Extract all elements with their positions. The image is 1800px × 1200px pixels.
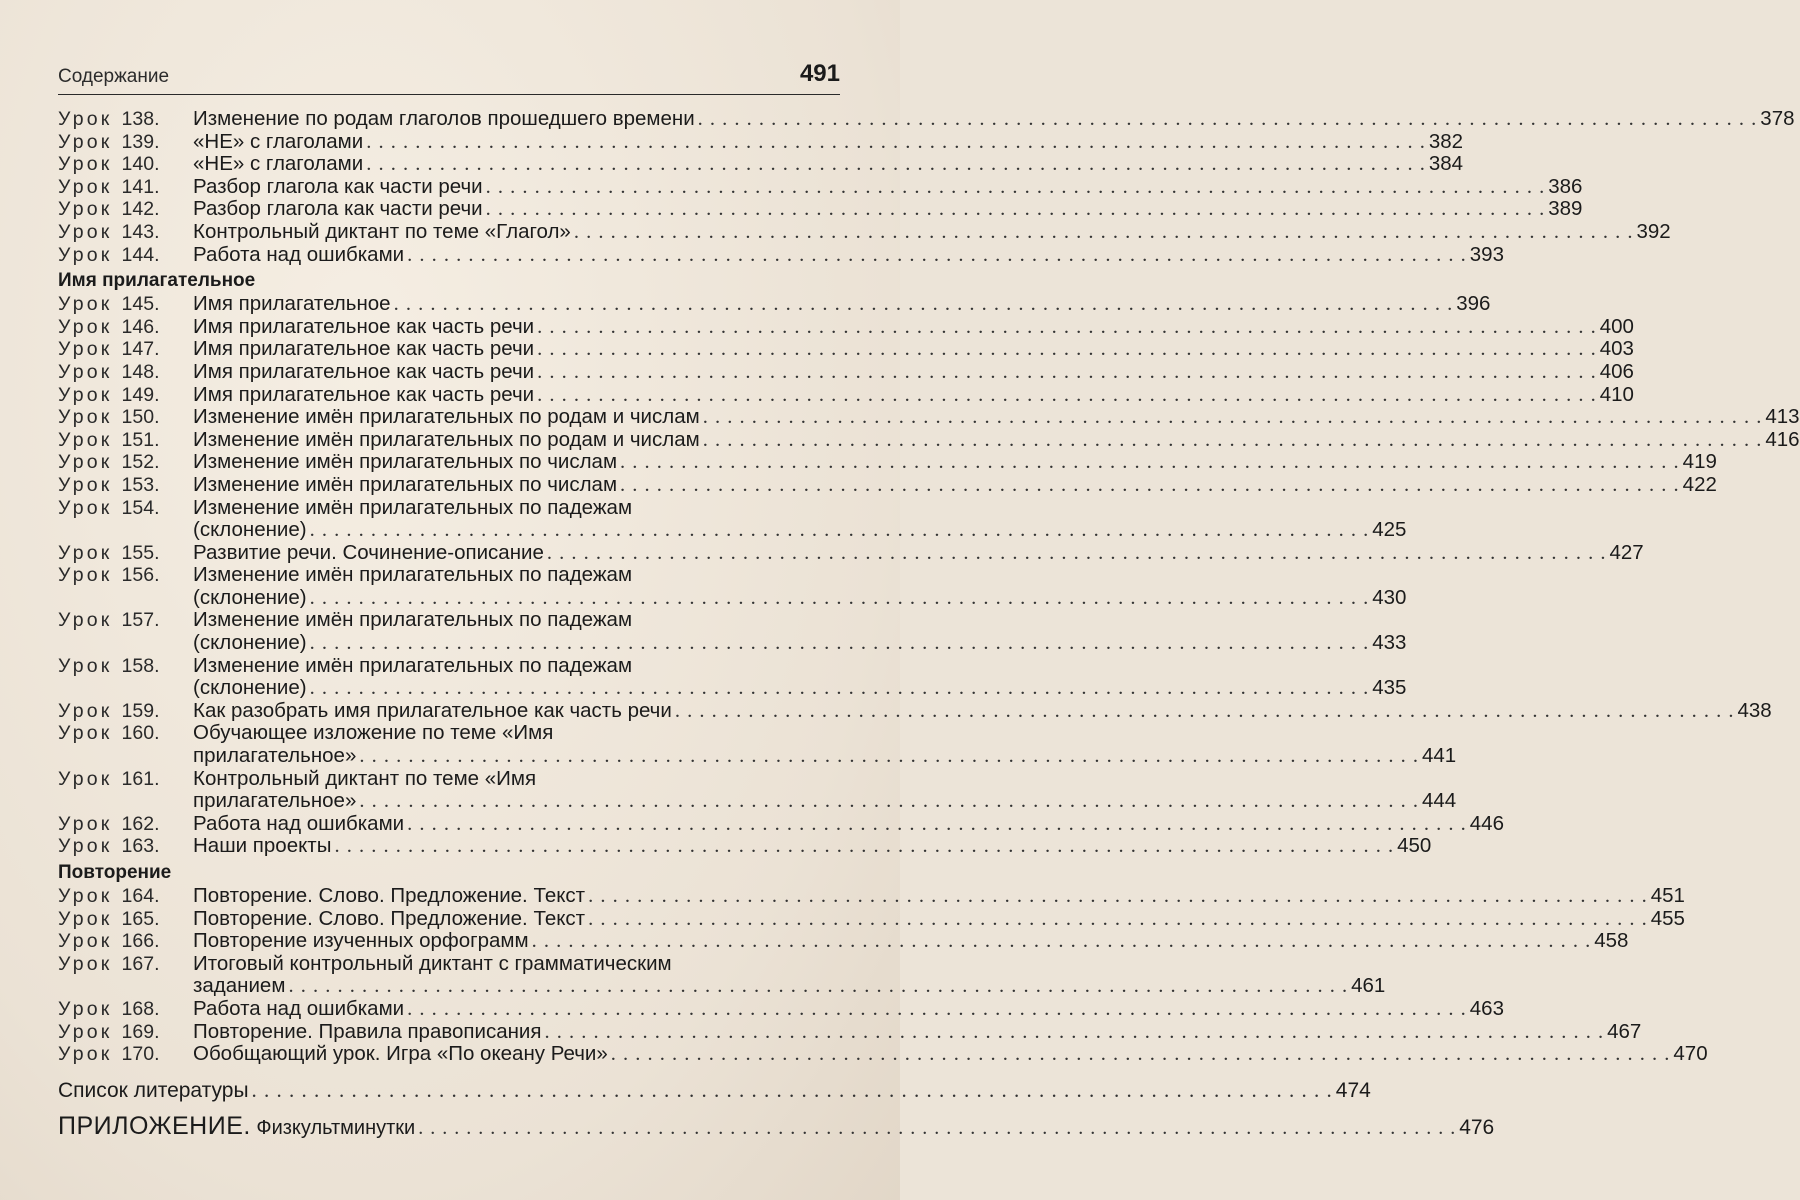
toc-entry (58, 292, 1491, 316)
lesson-title: Имя прилагательное как часть речи (193, 382, 535, 406)
lesson-word: Урок (58, 198, 113, 221)
lesson-number: 168. (121, 997, 160, 1020)
leader-dots (394, 293, 1454, 316)
lesson-number: 148. (121, 360, 160, 383)
page-ref: 392 (1636, 219, 1671, 243)
leader-dots (359, 790, 1419, 813)
lesson-title: прилагательное» (193, 744, 357, 768)
page-ref: 458 (1594, 929, 1629, 953)
toc-entry-line (58, 655, 840, 678)
lesson-title: Обучающее изложение по теме «Имя (193, 721, 554, 745)
appendix-rest: Физкультминутки (250, 1116, 416, 1139)
leader-dots (537, 384, 1597, 407)
lesson-word: Урок (58, 338, 113, 361)
appendix-caps: ПРИЛОЖЕНИЕ. (58, 1111, 251, 1140)
lesson-number: 159. (121, 699, 160, 722)
toc-entry-line (58, 564, 840, 587)
lesson-word: Урок (58, 451, 113, 474)
toc-entry-line (58, 174, 1583, 199)
page-ref: 422 (1682, 472, 1717, 496)
toc-entry (58, 906, 1685, 931)
toc-entry-line (58, 219, 1671, 244)
lesson-label (58, 564, 193, 587)
lesson-word: Урок (58, 952, 113, 975)
page-ref: 396 (1456, 292, 1491, 316)
lesson-label (58, 1021, 193, 1044)
leader-dots (407, 813, 1467, 836)
toc-entry (58, 107, 1795, 131)
lesson-number: 142. (121, 198, 160, 221)
leader-dots (486, 176, 1546, 199)
leader-dots (310, 632, 1370, 655)
page-ref: 450 (1397, 834, 1432, 858)
lesson-number: 145. (121, 293, 160, 316)
leader-dots (310, 587, 1370, 610)
section-heading: Имя прилагательное (58, 270, 256, 292)
page-ref: 393 (1469, 242, 1504, 266)
page-ref: 461 (1351, 974, 1386, 998)
toc-entry (58, 450, 1717, 474)
lesson-label (58, 998, 193, 1021)
lesson-title: Изменение по родам глаголов прошедшего времени (193, 107, 695, 130)
lesson-word: Урок (58, 907, 113, 930)
lesson-title: Повторение изученных орфограмм (193, 929, 529, 953)
lesson-number: 152. (121, 451, 160, 474)
lesson-title: Работа над ошибками (193, 811, 405, 835)
page-ref: 419 (1682, 450, 1717, 474)
toc-entry-line (58, 906, 1685, 931)
toc-entry-line (58, 953, 840, 976)
toc-entry (58, 811, 1504, 836)
lesson-title: Имя прилагательное как часть речи (193, 359, 535, 383)
lesson-label (58, 768, 193, 791)
lesson-word: Урок (58, 722, 113, 745)
lesson-word: Урок (58, 428, 113, 451)
lesson-number: 169. (121, 1020, 160, 1043)
lesson-title: Повторение. Правила правописания (193, 1019, 542, 1043)
lesson-number: 147. (121, 338, 160, 361)
toc-entry-line (58, 974, 1386, 998)
leader-dots (611, 1043, 1671, 1066)
lesson-title: Изменение имён прилагательных по родам и числам (193, 427, 700, 451)
lesson-word: Урок (58, 496, 113, 519)
spacer (58, 1066, 840, 1078)
lesson-label (58, 361, 193, 384)
lesson-label (58, 497, 193, 520)
toc-entry (58, 996, 1504, 1021)
page-ref: 389 (1548, 197, 1583, 221)
lesson-title: прилагательное» (193, 789, 357, 813)
lesson-number: 149. (121, 383, 160, 406)
page-ref: 382 (1428, 129, 1464, 153)
toc-entry-line (58, 676, 1407, 700)
page-ref: 446 (1469, 811, 1504, 835)
lesson-label (58, 221, 193, 244)
lesson-number: 161. (121, 767, 160, 790)
leader-dots (620, 474, 1680, 497)
header-title: Содержание (58, 66, 170, 87)
toc-entry-line (58, 427, 1800, 452)
lesson-label (58, 908, 193, 931)
lesson-title: Изменение имён прилагательных по падежам (193, 653, 633, 677)
page-ref: 444 (1421, 789, 1457, 813)
leader-dots (407, 998, 1467, 1021)
page-ref: 416 (1765, 427, 1800, 451)
lesson-title: Как разобрать имя прилагательное как часть речи (193, 698, 672, 722)
lesson-word: Урок (58, 315, 113, 338)
lesson-title: Имя прилагательное (193, 292, 391, 316)
toc-entry-line (58, 631, 1407, 655)
toc-entry-line (58, 337, 1634, 361)
lesson-word: Урок (58, 699, 113, 722)
lesson-number: 163. (121, 835, 160, 858)
leader-dots (359, 745, 1419, 768)
leader-dots (334, 835, 1394, 858)
lesson-title: Изменение имён прилагательных по числам (193, 472, 618, 496)
toc-entry (58, 495, 1407, 542)
lesson-number: 143. (121, 220, 160, 243)
page-ref: 400 (1599, 314, 1634, 338)
toc-entry-line (58, 744, 1457, 768)
leader-dots (532, 930, 1592, 953)
lesson-word: Урок (58, 293, 113, 316)
lesson-title: Имя прилагательное как часть речи (193, 337, 535, 361)
toc-entry (58, 929, 1629, 953)
toc-entry (58, 1019, 1642, 1044)
lesson-title: «НЕ» с глаголами (193, 129, 364, 153)
page-ref: 435 (1372, 676, 1407, 700)
leader-dots (588, 908, 1648, 931)
toc-entry (58, 884, 1685, 908)
toc-entry (58, 1042, 1708, 1066)
toc-entry-line (58, 382, 1634, 407)
page-ref: 455 (1650, 906, 1685, 930)
toc-entry-line (58, 152, 1464, 176)
toc-entry (58, 472, 1717, 497)
page-ref: 474 (1335, 1078, 1371, 1102)
leader-dots (537, 338, 1597, 361)
lesson-label (58, 953, 193, 976)
lesson-number: 155. (121, 541, 160, 564)
toc-entry-line (58, 698, 1772, 723)
lesson-word: Урок (58, 541, 113, 564)
page-ref: 441 (1421, 744, 1457, 768)
toc-entry-line (58, 518, 1407, 542)
lesson-number: 167. (121, 952, 160, 975)
lesson-title: Изменение имён прилагательных по числам (193, 450, 618, 474)
page-ref: 425 (1372, 518, 1407, 542)
lesson-label (58, 542, 193, 565)
toc-entry-line (58, 540, 1644, 565)
leader-dots (574, 221, 1634, 244)
lesson-word: Урок (58, 360, 113, 383)
lesson-title: Разбор глагола как части речи (193, 197, 483, 221)
toc-entry-line (58, 359, 1634, 384)
lesson-number: 138. (121, 108, 160, 130)
leader-dots (310, 519, 1370, 542)
lesson-label (58, 338, 193, 361)
lesson-label (58, 108, 193, 131)
lesson-title: Разбор глагола как части речи (193, 174, 483, 198)
toc-entry (58, 721, 1457, 768)
toc-entry-line (58, 884, 1685, 908)
appendix-title (58, 1111, 415, 1143)
page-ref: 403 (1599, 337, 1634, 361)
toc-entry-line (58, 996, 1504, 1021)
toc-entry (58, 608, 1407, 655)
leader-dots (537, 361, 1597, 384)
toc-entry-line (58, 585, 1407, 610)
lesson-label (58, 700, 193, 723)
lesson-label (58, 885, 193, 908)
leader-dots (366, 153, 1426, 176)
table-of-contents (58, 107, 1800, 1143)
leader-dots (675, 700, 1735, 723)
lesson-label (58, 244, 193, 267)
toc-entry-line (58, 1019, 1642, 1044)
lesson-number: 170. (121, 1043, 160, 1066)
toc-entry (58, 242, 1504, 267)
lesson-number: 153. (121, 473, 160, 496)
page-ref: 476 (1459, 1115, 1495, 1139)
toc-entry (58, 766, 1457, 813)
lesson-word: Урок (58, 473, 113, 496)
toc-entry-line (58, 472, 1717, 497)
lesson-title: (склонение) (193, 631, 307, 655)
lesson-title: Повторение. Слово. Предложение. Текст (193, 884, 586, 907)
lesson-label (58, 293, 193, 316)
toc-entry (58, 540, 1644, 565)
toc-entry-line (58, 609, 840, 632)
page-ref: 427 (1609, 540, 1644, 564)
toc-entry-line (58, 242, 1504, 267)
lesson-title: (склонение) (193, 518, 307, 542)
toc-entry-line (58, 450, 1717, 474)
leader-dots (486, 198, 1546, 221)
lesson-label (58, 722, 193, 745)
lesson-number: 139. (121, 130, 160, 153)
lesson-number: 144. (121, 243, 160, 266)
leader-dots (620, 451, 1680, 474)
lesson-number: 146. (121, 315, 160, 338)
lesson-label (58, 131, 193, 154)
page-ref: 433 (1372, 631, 1407, 655)
lesson-word: Урок (58, 930, 113, 953)
lesson-word: Урок (58, 130, 113, 153)
lesson-title: Имя прилагательное как часть речи (193, 314, 535, 338)
lesson-number: 166. (121, 930, 160, 953)
lesson-word: Урок (58, 1020, 113, 1043)
lesson-number: 165. (121, 907, 160, 930)
lesson-title: Изменение имён прилагательных по падежам (193, 563, 633, 587)
lesson-label (58, 930, 193, 953)
lesson-label (58, 451, 193, 474)
lesson-title: (склонение) (193, 585, 307, 609)
page-ref: 386 (1548, 174, 1583, 198)
toc-entry (58, 152, 1464, 176)
lesson-number: 156. (121, 564, 160, 587)
lesson-title: Работа над ошибками (193, 996, 405, 1020)
page-ref: 413 (1765, 405, 1800, 429)
lesson-label (58, 655, 193, 678)
lesson-number: 157. (121, 609, 160, 632)
lesson-label (58, 406, 193, 429)
lesson-number: 164. (121, 885, 160, 907)
page-ref: 451 (1650, 884, 1685, 907)
toc-entry (58, 337, 1634, 361)
toc-entry (58, 834, 1432, 858)
lesson-title: Обобщающий урок. Игра «По океану Речи» (193, 1042, 608, 1066)
toc-entry (58, 219, 1671, 244)
toc-entry-line (58, 314, 1634, 339)
lesson-number: 162. (121, 812, 160, 835)
leader-dots (588, 885, 1648, 908)
lesson-label (58, 429, 193, 452)
lesson-word: Урок (58, 654, 113, 677)
lesson-label (58, 198, 193, 221)
toc-entry (58, 427, 1800, 452)
page-ref: 463 (1469, 996, 1504, 1020)
leader-dots (252, 1078, 1333, 1102)
page-ref: 406 (1599, 359, 1634, 383)
lesson-number: 141. (121, 175, 160, 198)
lesson-label (58, 1043, 193, 1066)
lesson-title: Изменение имён прилагательных по падежам (193, 495, 633, 519)
entry-title: Список литературы (58, 1078, 249, 1102)
lesson-word: Урок (58, 383, 113, 406)
leader-dots (418, 1113, 1456, 1143)
lesson-number: 151. (121, 428, 160, 451)
leader-dots (288, 975, 1348, 998)
lesson-title: Развитие речи. Сочинение-описание (193, 540, 544, 564)
toc-entry-line (58, 929, 1629, 953)
lesson-word: Урок (58, 108, 113, 130)
toc-entry-line (58, 768, 840, 791)
leader-dots (698, 108, 1758, 131)
toc-entry-line (58, 197, 1583, 221)
toc-entry-line (58, 1042, 1708, 1066)
page-ref: 410 (1599, 382, 1634, 406)
leader-dots (537, 316, 1597, 339)
lesson-title: Контрольный диктант по теме «Имя (193, 766, 537, 790)
toc-entry-appendix (58, 1111, 1495, 1143)
leader-dots (544, 1021, 1604, 1044)
leader-dots (310, 677, 1370, 700)
lesson-word: Урок (58, 153, 113, 176)
lesson-title: Изменение имён прилагательных по падежам (193, 608, 633, 632)
toc-entry (58, 698, 1772, 723)
leader-dots (366, 131, 1426, 154)
lesson-label (58, 474, 193, 497)
lesson-number: 150. (121, 406, 160, 429)
lesson-title: Работа над ошибками (193, 242, 405, 266)
page-ref: 378 (1760, 107, 1795, 130)
page-ref: 470 (1673, 1042, 1708, 1066)
lesson-title: Изменение имён прилагательных по родам и числам (193, 405, 700, 429)
section-heading: Повторение (58, 862, 172, 883)
toc-entry (58, 951, 1386, 998)
toc-entry-line (58, 834, 1432, 858)
page-ref: 384 (1428, 152, 1464, 176)
lesson-word: Урок (58, 997, 113, 1020)
leader-dots (703, 429, 1763, 452)
lesson-word: Урок (58, 767, 113, 790)
toc-entry-line (58, 107, 1795, 131)
lesson-label (58, 316, 193, 339)
toc-entry (58, 653, 1407, 700)
lesson-title: заданием (193, 974, 286, 998)
lesson-label (58, 176, 193, 199)
toc-entry (58, 129, 1464, 154)
lesson-word: Урок (58, 812, 113, 835)
toc-entry-line (58, 789, 1457, 813)
lesson-word: Урок (58, 406, 113, 429)
toc-entry-bibliography (58, 1078, 1371, 1103)
lesson-label (58, 153, 193, 176)
lesson-title: «НЕ» с глаголами (193, 152, 364, 176)
lesson-number: 158. (121, 654, 160, 677)
lesson-number: 140. (121, 153, 160, 176)
toc-entry-line (58, 129, 1464, 154)
lesson-title: (склонение) (193, 676, 307, 700)
lesson-word: Урок (58, 835, 113, 858)
toc-entry-line (58, 292, 1491, 316)
lesson-word: Урок (58, 243, 113, 266)
toc-entry (58, 359, 1634, 384)
lesson-word: Урок (58, 609, 113, 632)
running-header (58, 60, 840, 95)
toc-entry (58, 405, 1800, 429)
leader-dots (703, 406, 1763, 429)
lesson-label (58, 835, 193, 858)
toc-entry (58, 174, 1583, 199)
lesson-word: Урок (58, 175, 113, 198)
lesson-title: Повторение. Слово. Предложение. Текст (193, 906, 586, 930)
leader-dots (547, 542, 1607, 565)
lesson-word: Урок (58, 220, 113, 243)
toc-entry (58, 314, 1634, 339)
lesson-label (58, 609, 193, 632)
lesson-word: Урок (58, 564, 113, 587)
toc-entry-line (58, 722, 840, 745)
leader-dots (407, 244, 1467, 267)
page-ref: 430 (1372, 585, 1407, 609)
page-ref: 467 (1607, 1019, 1642, 1043)
page-ref: 438 (1737, 698, 1772, 722)
lesson-word: Урок (58, 885, 113, 907)
toc-entry (58, 563, 1407, 609)
page-number: 491 (799, 60, 840, 87)
toc-entry-line (58, 811, 1504, 836)
toc-entry (58, 382, 1634, 407)
lesson-word: Урок (58, 1043, 113, 1066)
lesson-label (58, 384, 193, 407)
toc-entry-line (58, 405, 1800, 429)
lesson-title: Итоговый контрольный диктант с грамматическим (193, 951, 672, 975)
lesson-title: Контрольный диктант по теме «Глагол» (193, 219, 571, 243)
toc-entry-line (58, 497, 840, 520)
lesson-number: 160. (121, 722, 160, 745)
lesson-title: Наши проекты (193, 834, 332, 858)
toc-entry (58, 197, 1583, 221)
lesson-number: 154. (121, 496, 160, 519)
lesson-label (58, 813, 193, 836)
